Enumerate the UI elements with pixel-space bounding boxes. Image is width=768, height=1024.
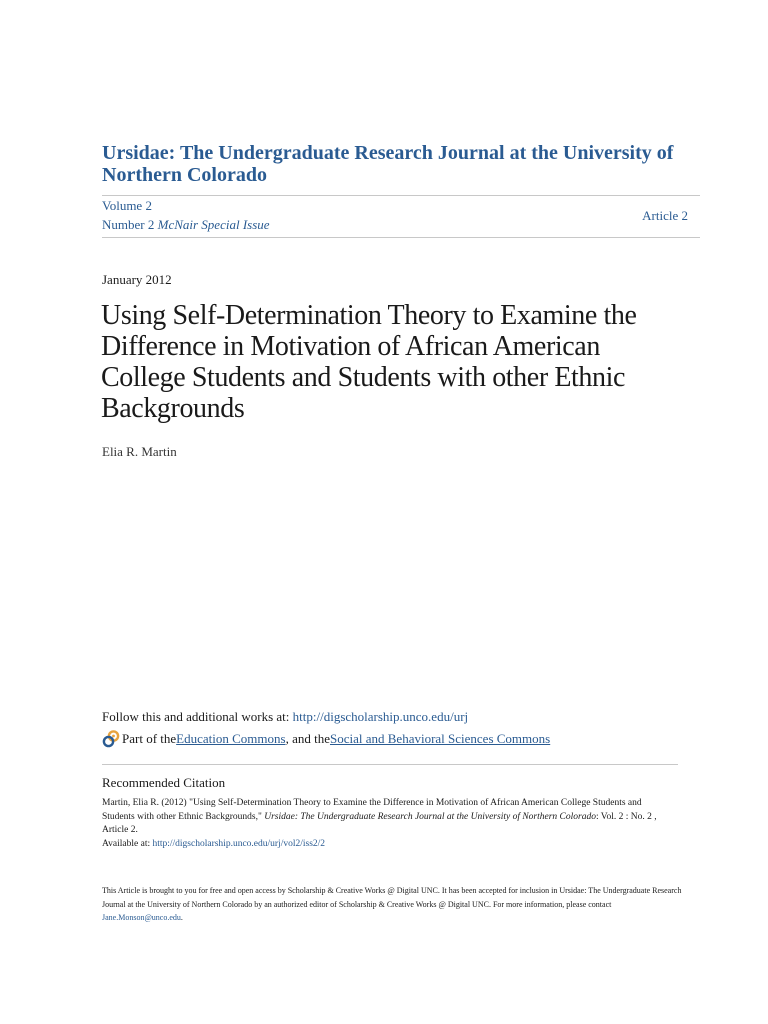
citation-text-1: Martin, Elia R. (2012) "Using Self-Determination Theory to Examine the Difference in Motivation of African American College Students and Students with other Ethnic Backgrounds," — [102, 798, 642, 822]
citation-url-link[interactable]: http://digscholarship.unco.edu/urj/vol2/iss2/2 — [152, 838, 326, 849]
issue-text: McNair Special Issue — [157, 217, 270, 232]
citation-heading: Recommended Citation — [102, 775, 226, 790]
part-prefix: Part of the — [122, 731, 177, 746]
social-behavioral-commons-link[interactable]: Social and Behavioral Sciences Commons — [329, 731, 551, 746]
follow-url-link[interactable]: http://digscholarship.unco.edu/urj — [292, 709, 469, 724]
article-title: Using Self-Determination Theory to Examine the Difference in Motivation of African American College Students and Students with other Ethnic Backgrounds — [101, 300, 637, 424]
part-of-line — [102, 730, 550, 748]
divider-bottom — [102, 237, 700, 238]
part-middle: , and the — [285, 731, 330, 746]
divider-top — [102, 195, 700, 196]
commons-network-icon — [102, 730, 120, 748]
citation-text-2: : Vol. 2 : No. 2 , Article 2. — [102, 811, 657, 835]
education-commons-link[interactable]: Education Commons — [176, 731, 286, 746]
contact-email-link[interactable]: Jane.Monson@unco.edu — [102, 913, 181, 922]
number-link[interactable] — [102, 217, 270, 233]
article-number-link[interactable]: Article 2 — [642, 208, 688, 223]
follow-prefix: Follow this and additional works at: — [102, 709, 293, 724]
citation-block — [102, 797, 662, 851]
publication-date: January 2012 — [102, 272, 172, 287]
volume-link[interactable]: Volume 2 — [102, 198, 152, 213]
citation-journal: Ursidae: The Undergraduate Research Journal at the University of Northern Colorado — [264, 811, 596, 822]
access-notice — [102, 884, 692, 925]
author-name: Elia R. Martin — [102, 444, 177, 459]
divider-citation — [102, 764, 678, 765]
notice-text: This Article is brought to you for free and open access by Scholarship & Creative Works @ Digital UNC. It has been accepted for inclusion in Ursidae: The Undergraduate Research Journal at the University of Northern Colorado by an authorized editor of Scholarship & Creative Works @ Digital UNC. For more information, please contact — [102, 886, 682, 909]
notice-end: . — [180, 913, 183, 922]
number-text: Number 2 — [102, 217, 155, 232]
available-prefix: Available at: — [102, 838, 153, 849]
follow-line — [102, 709, 468, 725]
journal-title-link[interactable]: Ursidae: The Undergraduate Research Journal at the University of Northern Colorado — [102, 142, 674, 186]
